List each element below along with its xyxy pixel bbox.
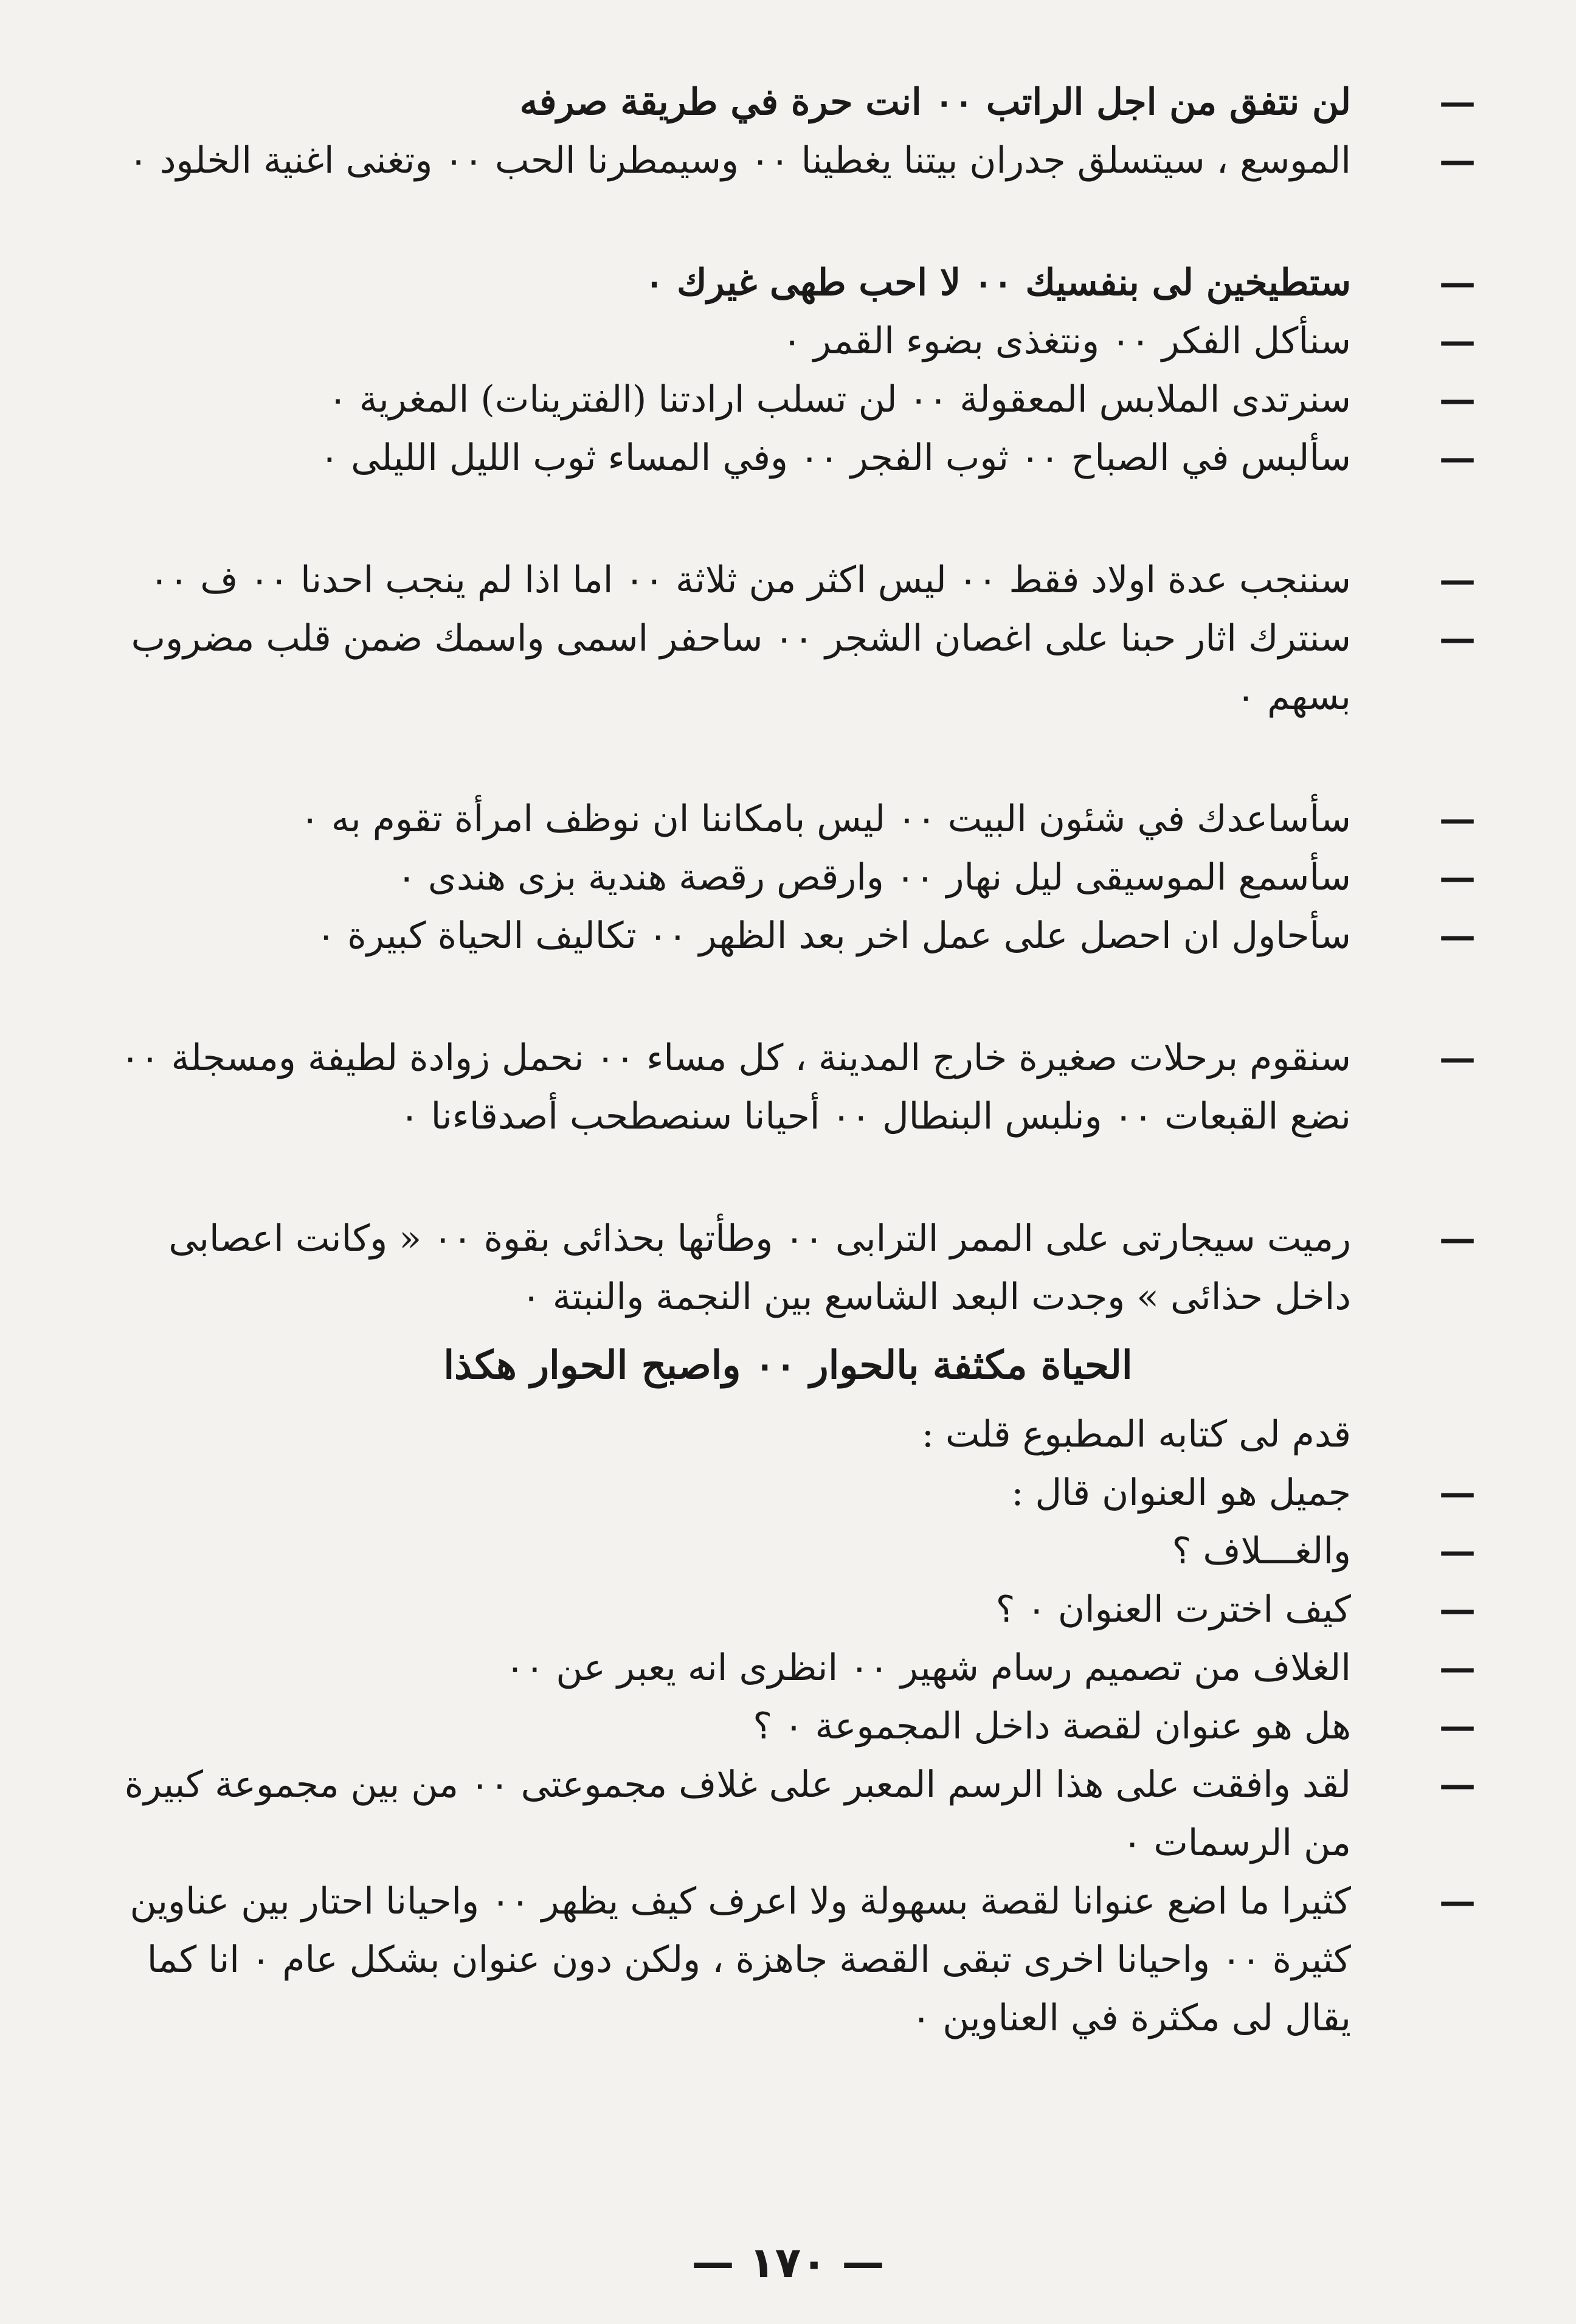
item-text: رميت سيجارتى على الممر الترابى ٠٠ وطأتها بحذائى بقوة ٠٠ « وكانت اعصابى داخل حذائى » وجدت البعد الشاسع بين النجمة والنبتة ٠ — [168, 1217, 1351, 1318]
dialogue-line — [91, 1872, 1485, 2047]
list-item — [91, 1029, 1485, 1146]
page-body — [91, 73, 1485, 2324]
dash-marker: — — [1439, 559, 1476, 601]
dash-marker: — — [1439, 1763, 1476, 1806]
list-item — [91, 73, 1485, 131]
dash-marker: — — [1439, 1588, 1476, 1631]
dash-marker: — — [1439, 320, 1476, 362]
dash-marker: — — [1439, 1472, 1476, 1514]
dialogue — [91, 1405, 1485, 2047]
dialogue-line — [91, 1639, 1485, 1697]
list-item — [91, 609, 1485, 726]
list-item — [91, 1209, 1485, 1326]
item-text: سنرتدى الملابس المعقولة ٠٠ لن تسلب ارادتنا (الفترينات) المغرية ٠ — [328, 378, 1351, 421]
page-number: — ١٧٠ — — [691, 2238, 885, 2288]
item-text: سنأكل الفكر ٠٠ ونتغذى بضوء القمر ٠ — [782, 320, 1351, 362]
item-text: هل هو عنوان لقصة داخل المجموعة ٠ ؟ — [753, 1705, 1351, 1748]
item-text: ستطيخين لى بنفسيك ٠٠ لا احب طهى غيرك ٠ — [644, 261, 1351, 304]
dash-marker: — — [1439, 1037, 1476, 1079]
dialogue-line — [91, 1580, 1485, 1639]
dialogue-line — [91, 1464, 1485, 1522]
list-item — [91, 429, 1485, 487]
section-3 — [91, 551, 1485, 726]
item-text: والغـــلاف ؟ — [1172, 1530, 1351, 1572]
item-text: سأسمع الموسيقى ليل نهار ٠٠ وارقص رقصة هندية بزى هندى ٠ — [396, 856, 1351, 899]
section-2 — [91, 254, 1485, 487]
dialogue-line — [91, 1522, 1485, 1580]
dash-marker: — — [1439, 81, 1476, 123]
dialogue-intro: قدم لى كتابه المطبوع قلت : — [921, 1413, 1351, 1456]
list-item — [91, 131, 1485, 190]
dash-marker: — — [1439, 1217, 1476, 1260]
dialogue-line — [91, 1755, 1485, 1872]
list-item — [91, 551, 1485, 609]
list-item — [91, 312, 1485, 370]
section-6 — [91, 1209, 1485, 1326]
dash-marker: — — [1439, 1530, 1476, 1572]
dialogue-line — [91, 1697, 1485, 1755]
item-text: لقد وافقت على هذا الرسم المعبر على غلاف مجموعتى ٠٠ من بين مجموعة كبيرة من الرسمات ٠ — [124, 1763, 1351, 1864]
item-text: سأساعدك في شئون البيت ٠٠ ليس بامكاننا ان نوظف امرأة تقوم به ٠ — [300, 798, 1351, 840]
dash-marker: — — [1439, 1880, 1476, 1923]
dash-marker: — — [1439, 261, 1476, 304]
item-text: كثيرا ما اضع عنوانا لقصة بسهولة ولا اعرف كيف يظهر ٠٠ واحيانا احتار بين عناوين كثيرة ٠٠ واحيانا اخرى تبقى القصة جاهزة ، ولكن دون عنوان بشكل عام ٠ انا كما يقال لى مكثرة في العناوين ٠ — [130, 1880, 1351, 2039]
section-heading: الحياة مكثفة بالحوار ٠٠ واصبح الحوار هكذا — [443, 1343, 1133, 1388]
dash-marker: — — [1439, 915, 1476, 957]
item-text: الموسع ، سيتسلق جدران بيتنا يغطينا ٠٠ وسيمطرنا الحب ٠٠ وتغنى اغنية الخلود ٠ — [128, 139, 1351, 182]
item-text: كيف اخترت العنوان ٠ ؟ — [995, 1588, 1351, 1631]
list-item — [91, 848, 1485, 907]
item-text: سأحاول ان احصل على عمل اخر بعد الظهر ٠٠ تكاليف الحياة كبيرة ٠ — [316, 915, 1351, 957]
section-4 — [91, 790, 1485, 965]
item-text: سألبس في الصباح ٠٠ ثوب الفجر ٠٠ وفي المساء ثوب الليل الليلى ٠ — [319, 437, 1351, 479]
dash-marker: — — [1439, 139, 1476, 182]
dash-marker: — — [1439, 1647, 1476, 1689]
list-item — [91, 254, 1485, 312]
item-text: سنقوم برحلات صغيرة خارج المدينة ، كل مساء ٠٠ نحمل زوادة لطيفة ومسجلة ٠٠ نضع القبعات ٠٠ ونلبس البنطال ٠٠ أحيانا سنصطحب أصدقاءنا ٠ — [120, 1037, 1351, 1138]
section-1 — [91, 73, 1485, 190]
item-text: جميل هو العنوان قال : — [1011, 1472, 1351, 1514]
dash-marker: — — [1439, 617, 1476, 660]
section-5 — [91, 1029, 1485, 1146]
dash-marker: — — [1439, 856, 1476, 899]
item-text: الغلاف من تصميم رسام شهير ٠٠ انظرى انه يعبر عن ٠٠ — [505, 1647, 1351, 1689]
list-item — [91, 370, 1485, 429]
dash-marker: — — [1439, 437, 1476, 479]
list-item — [91, 907, 1485, 965]
dash-marker: — — [1439, 1705, 1476, 1748]
item-text: سنترك اثار حبنا على اغصان الشجر ٠٠ ساحفر اسمى واسمك ضمن قلب مضروب بسهم ٠ — [131, 617, 1351, 718]
item-text: لن نتفق من اجل الراتب ٠٠ انت حرة في طريقة صرفه — [519, 81, 1351, 123]
item-text: سننجب عدة اولاد فقط ٠٠ ليس اكثر من ثلاثة ٠٠ اما اذا لم ينجب احدنا ٠٠ ف ٠٠ — [149, 559, 1351, 601]
list-item — [91, 790, 1485, 848]
dash-marker: — — [1439, 798, 1476, 840]
dash-marker: — — [1439, 378, 1476, 421]
